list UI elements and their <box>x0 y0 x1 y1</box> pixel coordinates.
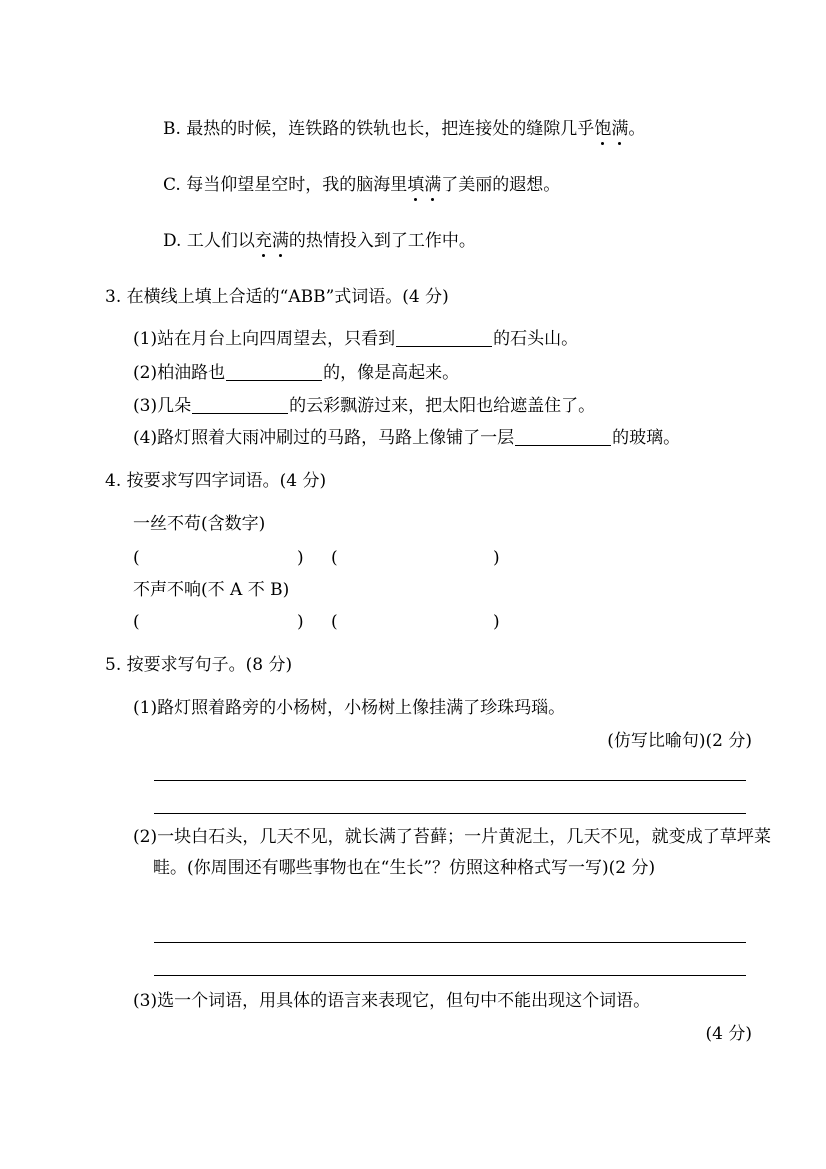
q4-label-1: 一丝不苟(含数字) <box>133 514 266 534</box>
writing-line[interactable] <box>154 780 746 781</box>
q3-item-3 <box>133 395 595 417</box>
option-b-dotted-char: 饱 <box>594 119 612 139</box>
option-c-dotted-char: 满 <box>424 175 442 195</box>
answer-blank[interactable] <box>226 362 322 381</box>
option-b-tail: 。 <box>628 119 646 139</box>
paren-open: ( <box>331 612 338 632</box>
q3-item-text: 的石头山。 <box>493 329 579 349</box>
writing-line[interactable] <box>154 975 746 976</box>
option-b-dotted-char: 满 <box>611 119 629 139</box>
option-d <box>163 230 476 252</box>
answer-blank[interactable] <box>192 395 288 414</box>
q5-sentence-1: (1)路灯照着路旁的小杨树，小杨树上像挂满了珍珠玛瑙。 <box>133 698 566 718</box>
q5-sentence-3-note: (4 分) <box>705 1024 752 1044</box>
paren-close: ) <box>297 548 304 568</box>
q3-item-text: 的，像是高起来。 <box>323 363 460 383</box>
option-b <box>163 118 645 140</box>
option-d-dotted-char: 充 <box>254 231 272 251</box>
option-d-tail: 的热情投入到了工作中。 <box>288 231 476 251</box>
q4-label-2: 不声不响(不 A 不 B) <box>133 580 290 600</box>
q5-sentence-3: (3)选一个词语，用具体的语言来表现它，但句中不能出现这个词语。 <box>133 991 651 1011</box>
answer-box[interactable] <box>142 545 294 569</box>
q3-item-2 <box>133 362 459 384</box>
option-c-text: C. 每当仰望星空时，我的脑海里 <box>163 175 408 195</box>
paren-open: ( <box>133 612 140 632</box>
paren-open: ( <box>331 548 338 568</box>
answer-box[interactable] <box>340 545 490 569</box>
q3-item-text: 的云彩飘游过来，把太阳也给遮盖住了。 <box>289 396 596 416</box>
answer-box[interactable] <box>142 609 294 633</box>
answer-box[interactable] <box>340 609 490 633</box>
answer-blank[interactable] <box>396 328 492 347</box>
writing-line[interactable] <box>154 813 746 814</box>
q5-sentence-2: (2)一块白石头，几天不见，就长满了苔藓；一片黄泥土，几天不见，就变成了草坪菜畦。(你周围还有哪些事物也在“生长”？仿照这种格式写一写)(2 分) <box>133 827 771 878</box>
paren-close: ) <box>493 612 500 632</box>
q4-title: 4. 按要求写四字词语。(4 分) <box>105 471 327 491</box>
option-c-dotted-char: 填 <box>407 175 425 195</box>
q3-title: 3. 在横线上填上合适的“ABB”式词语。(4 分) <box>105 287 449 307</box>
option-d-dotted-char: 满 <box>271 231 289 251</box>
q3-item-text: (1)站在月台上向四周望去，只看到 <box>133 329 396 349</box>
option-c <box>163 174 560 196</box>
q5-sentence-1-note: (仿写比喻句)(2 分) <box>607 731 752 751</box>
q5-title: 5. 按要求写句子。(8 分) <box>105 655 293 675</box>
option-b-text: B. 最热的时候，连铁路的铁轨也长，把连接处的缝隙几乎 <box>163 119 595 139</box>
q3-item-text: 的玻璃。 <box>612 428 681 448</box>
q3-item-1 <box>133 328 578 350</box>
option-c-tail: 了美丽的遐想。 <box>441 175 561 195</box>
q3-item-text: (4)路灯照着大雨冲刷过的马路，马路上像铺了一层 <box>133 428 515 448</box>
q3-item-4 <box>133 427 680 449</box>
q3-item-text: (2)柏油路也 <box>133 363 226 383</box>
answer-blank[interactable] <box>515 427 611 446</box>
q3-item-text: (3)几朵 <box>133 396 192 416</box>
option-d-text: D. 工人们以 <box>163 231 255 251</box>
paren-open: ( <box>133 548 140 568</box>
writing-line[interactable] <box>154 942 746 943</box>
paren-close: ) <box>493 548 500 568</box>
paren-close: ) <box>297 612 304 632</box>
